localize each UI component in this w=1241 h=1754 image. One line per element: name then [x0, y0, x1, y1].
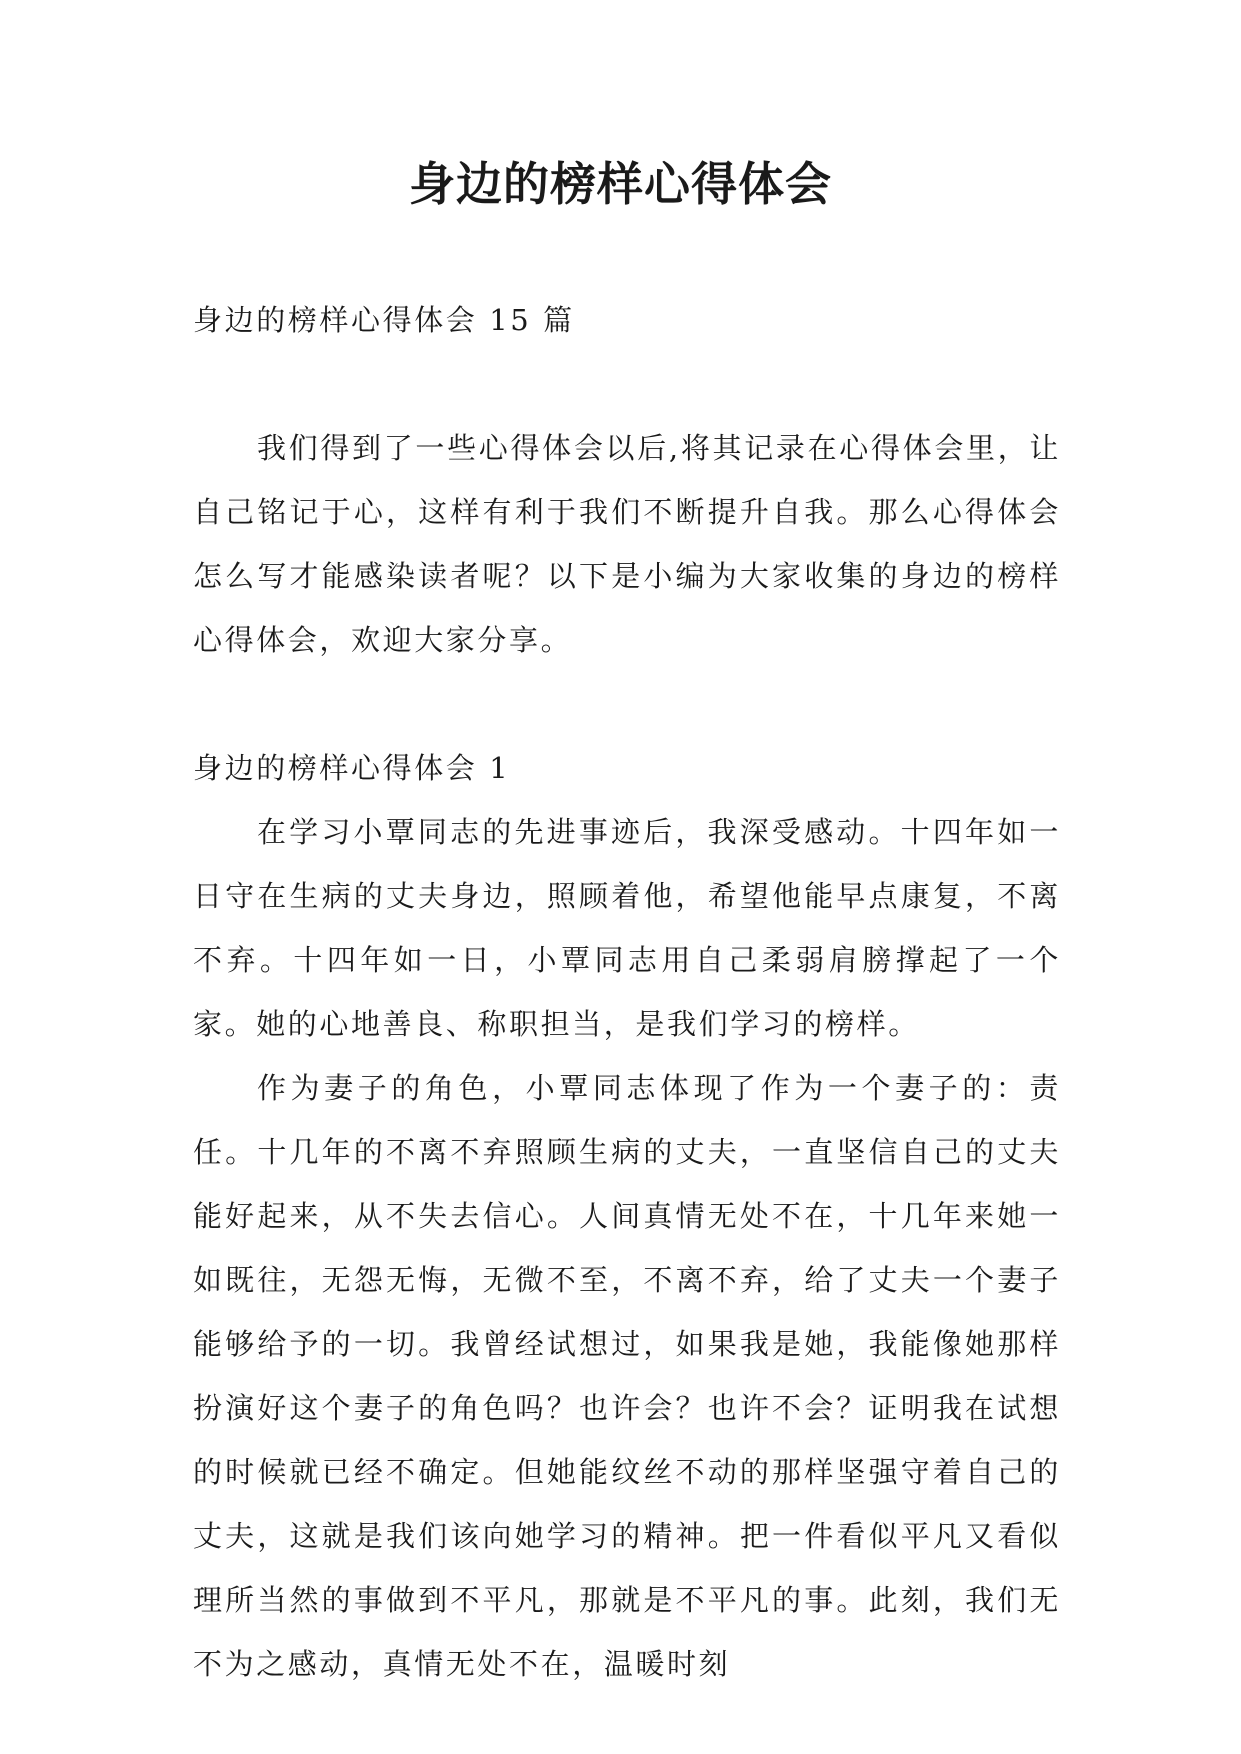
- spacer: [193, 352, 1061, 416]
- spacer: [193, 672, 1061, 736]
- document-body: [193, 288, 1061, 1696]
- body-paragraph: 在学习小覃同志的先进事迹后，我深受感动。十四年如一日守在生病的丈夫身边，照顾着他，希望他能早点康复，不离不弃。十四年如一日，小覃同志用自己柔弱肩膀撑起了一个家。她的心地善良、称职担当，是我们学习的榜样。: [193, 815, 1061, 1041]
- page-title: 身边的榜样心得体会: [409, 157, 832, 211]
- intro-paragraph: 我们得到了一些心得体会以后,将其记录在心得体会里，让自己铭记于心，这样有利于我们不断提升自我。那么心得体会怎么写才能感染读者呢？以下是小编为大家收集的身边的榜样心得体会，欢迎大家分享。: [193, 431, 1061, 657]
- document-subtitle: 身边的榜样心得体会 15 篇: [193, 303, 575, 337]
- body-paragraph: 作为妻子的角色，小覃同志体现了作为一个妻子的：责任。十几年的不离不弃照顾生病的丈夫，一直坚信自己的丈夫能好起来，从不失去信心。人间真情无处不在，十几年来她一如既往，无怨无悔，无微不至，不离不弃，给了丈夫一个妻子能够给予的一切。我曾经试想过，如果我是她，我能像她那样扮演好这个妻子的角色吗？也许会？也许不会？证明我在试想的时候就已经不确定。但她能纹丝不动的那样坚强守着自己的丈夫，这就是我们该向她学习的精神。把一件看似平凡又看似理所当然的事做到不平凡，那就是不平凡的事。此刻，我们无不为之感动，真情无处不在，温暖时刻: [193, 1071, 1061, 1681]
- section-heading: 身边的榜样心得体会 1: [193, 751, 511, 785]
